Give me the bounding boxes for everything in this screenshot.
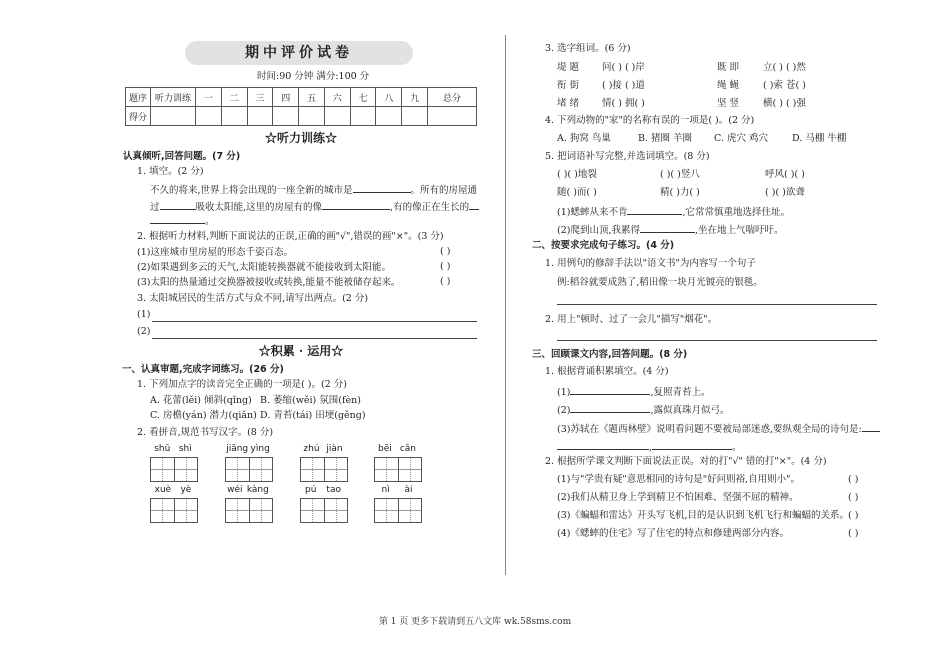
question-title: 2. 用上"顿时、过了一会儿"描写"烟花"。 <box>545 314 718 325</box>
option-c: C. 房檐(yán) 潜力(qiǎn) <box>150 410 257 421</box>
answer-blank[interactable] <box>353 182 411 193</box>
table-cell: 三 <box>247 88 273 107</box>
pinyin-label <box>150 444 196 454</box>
writing-cell[interactable] <box>226 499 250 522</box>
score-cell <box>273 107 299 126</box>
writing-cell[interactable] <box>325 458 348 481</box>
option-d: D. 马棚 牛棚 <box>792 133 847 144</box>
table-cell: 五 <box>299 88 325 107</box>
example-sentence: 例:稻谷就要成熟了,稻田像一块月光镀亮的银毯。 <box>557 277 763 288</box>
pinyin-syllable: wéi <box>227 485 243 495</box>
judge-item: (3)《蝙蝠和雷达》开头写飞机,目的是认识到飞机飞行和蝙蝠的关系。 <box>557 510 849 521</box>
pinyin-syllable: jiāng <box>226 444 249 454</box>
answer-blank[interactable] <box>150 213 205 224</box>
text: (2)爬到山顶,我累得 <box>557 225 640 236</box>
writing-cell[interactable] <box>399 458 422 481</box>
pinyin-label <box>150 485 196 495</box>
writing-cell[interactable] <box>226 458 250 481</box>
idiom-item[interactable]: 随( )而( ) <box>557 187 597 198</box>
table-cell: 八 <box>376 88 402 107</box>
writing-grid[interactable] <box>150 498 198 523</box>
page-footer: 第 1 页 更多下载请到五八文库 wk.58sms.com <box>378 617 572 627</box>
word-choice-item: 衔 街 <box>557 80 580 91</box>
answer-line[interactable] <box>557 304 877 305</box>
answer-label: (1) <box>137 309 151 320</box>
section-title-accumulation: ☆积累 · 运用☆ <box>258 344 344 358</box>
judge-item: (3)太阳的热量通过交换器被接收或转换,能量不能被储存起来。 <box>137 277 401 288</box>
answer-blank[interactable] <box>862 421 880 432</box>
word-choice-item: 堤 题 <box>557 62 580 73</box>
question-title: 2. 根据听力材料,判断下面说法的正误,正确的画"√",错误的画"×"。(3 分) <box>137 231 444 242</box>
table-cell: 二 <box>221 88 247 107</box>
text: ,坐在地上气喘吁吁。 <box>694 225 784 236</box>
pinyin-label <box>300 444 346 454</box>
answer-blank[interactable] <box>570 402 650 413</box>
question-title: 1. 填空。(2 分) <box>137 166 204 177</box>
pinyin-syllable: kàng <box>246 485 269 495</box>
writing-cell[interactable] <box>325 499 348 522</box>
answer-blank[interactable] <box>557 439 649 450</box>
pinyin-syllable: tao <box>326 485 341 495</box>
writing-cell[interactable] <box>175 458 198 481</box>
pinyin-syllable: nì <box>381 485 390 495</box>
fill-sentence <box>557 439 742 455</box>
answer-line[interactable] <box>557 340 877 341</box>
pinyin-syllable: zhú <box>303 444 320 454</box>
judge-item: (2)如果遇到多云的天气,太阳能转换器就不能接收到太阳能。 <box>137 262 391 273</box>
score-cell <box>376 107 402 126</box>
pinyin-syllable: ài <box>404 485 413 495</box>
idiom-item[interactable]: 呼风( )( ) <box>765 169 805 180</box>
answer-parenthesis[interactable]: ( ) <box>848 474 859 485</box>
text: , <box>649 442 653 453</box>
text: ,露似真珠月似弓。 <box>650 405 730 416</box>
writing-cell[interactable] <box>399 499 422 522</box>
writing-cell[interactable] <box>250 499 273 522</box>
score-cell <box>350 107 376 126</box>
pinyin-syllable: xuè <box>154 485 172 495</box>
writing-cell[interactable] <box>151 499 175 522</box>
part-title: 三、回顾课文内容,回答问题。(8 分) <box>532 349 688 360</box>
text: 过 <box>150 202 160 213</box>
text: 不久的将来,世界上将会出现的一座全新的城市是 <box>150 185 353 196</box>
exam-meta: 时间:90 分钟 满分:100 分 <box>257 71 370 82</box>
fill-sentence <box>150 213 215 229</box>
text: 。 <box>205 216 215 227</box>
score-cell <box>247 107 273 126</box>
part-title: 二、按要求完成句子练习。(4 分) <box>532 240 675 251</box>
word-choice-item[interactable]: 立( ) ( )然 <box>763 62 806 73</box>
writing-grid[interactable] <box>300 498 348 523</box>
table-cell: 题序 <box>126 88 151 107</box>
pinyin-label <box>374 485 420 495</box>
fill-sentence <box>557 421 880 437</box>
fill-sentence <box>150 182 477 198</box>
writing-cell[interactable] <box>375 499 399 522</box>
judge-item: (4)《蟋蟀的住宅》写了住宅的特点和修建两部分内容。 <box>557 528 789 539</box>
column-divider <box>505 35 506 575</box>
idiom-item[interactable]: ( )( )竖八 <box>660 169 700 180</box>
pinyin-syllable: shì <box>178 444 192 454</box>
answer-blank[interactable] <box>570 384 650 395</box>
answer-blank[interactable] <box>652 439 732 450</box>
pinyin-syllable: cǎn <box>399 444 416 454</box>
pinyin-syllable: pú <box>305 485 317 495</box>
table-cell: 六 <box>324 88 350 107</box>
score-table <box>125 87 477 126</box>
text: (3)苏轼在《题西林壁》说明看问题不要被局部迷惑,要纵观全局的诗句是: <box>557 424 862 435</box>
question-title: 5. 把词语补写完整,并选词填空。(8 分) <box>545 151 710 162</box>
pinyin-syllable: shū <box>154 444 171 454</box>
part-title: 一、认真审题,完成字词练习。(26 分) <box>122 364 284 375</box>
idiom-item[interactable]: ( )( )欲聋 <box>765 187 805 198</box>
word-choice-item[interactable]: ( )接 ( )道 <box>602 80 645 91</box>
writing-grid[interactable] <box>374 457 422 482</box>
table-cell: 四 <box>273 88 299 107</box>
table-cell: 听力训练 <box>151 88 196 107</box>
writing-grid[interactable] <box>225 457 273 482</box>
score-cell <box>402 107 428 126</box>
writing-cell[interactable] <box>175 499 198 522</box>
word-choice-item[interactable]: 横( ) ( )强 <box>763 98 806 109</box>
pinyin-label <box>225 444 271 454</box>
writing-grid[interactable] <box>300 457 348 482</box>
answer-parenthesis[interactable]: ( ) <box>848 510 859 521</box>
question-title: 2. 看拼音,规范书写汉字。(8 分) <box>137 427 274 438</box>
option-a: A. 花蕾(lěi) 倾斜(qǐng) <box>150 395 252 406</box>
writing-cell[interactable] <box>301 499 325 522</box>
text: ,复照青苔上。 <box>650 387 711 398</box>
text: ,它常常慎重地选择住址。 <box>682 207 790 218</box>
option-a: A. 狗窝 鸟巢 <box>557 133 611 144</box>
text: (2) <box>557 405 571 416</box>
pinyin-label <box>374 444 420 454</box>
fill-sentence <box>557 384 711 400</box>
answer-blank[interactable] <box>627 204 682 215</box>
answer-label: (2) <box>137 326 151 337</box>
pinyin-label <box>225 485 271 495</box>
option-b: B. 萎缩(wěi) 氛围(fèn) <box>260 395 361 406</box>
judge-item: (1)与"学贵有疑"意思相同的诗句是"好问则裕,自用则小"。 <box>557 474 800 485</box>
pinyin-syllable: yè <box>180 485 192 495</box>
question-title: 2. 根据所学课文判断下面说法正误。对的打"√" 错的打"×"。(4 分) <box>545 456 827 467</box>
table-cell: 一 <box>196 88 222 107</box>
question-title: 1. 根据背诵积累填空。(4 分) <box>545 366 669 377</box>
word-choice-item: 堵 绪 <box>557 98 580 109</box>
writing-cell[interactable] <box>151 458 175 481</box>
writing-grid[interactable] <box>374 498 422 523</box>
option-c: C. 虎穴 鸡穴 <box>714 133 768 144</box>
exam-title: 期中评价试卷 <box>185 41 413 65</box>
word-choice-item[interactable]: 情( ) 拥( ) <box>602 98 645 109</box>
word-choice-item[interactable]: ( )索 苍( ) <box>763 80 806 91</box>
score-cell <box>324 107 350 126</box>
answer-parenthesis[interactable]: ( ) <box>440 261 451 272</box>
table-cell: 总分 <box>428 88 477 107</box>
judge-item: (1)这座城市里房屋的形态千姿百态。 <box>137 247 293 258</box>
question-title: 1. 用例句的修辞手法以"语文书"为内容写一个句子 <box>545 258 756 269</box>
score-cell <box>299 107 325 126</box>
score-cell <box>151 107 196 126</box>
score-table-score-row <box>126 107 477 126</box>
text: 吸收太阳能,这里的房屋有的像 <box>195 202 323 213</box>
option-d: D. 青苔(tái) 田埂(gěng) <box>260 410 366 421</box>
text: (1)蟋蟀从来不肯 <box>557 207 628 218</box>
option-b: B. 猪圈 羊圈 <box>638 133 693 144</box>
word-choice-item: 绳 蝇 <box>717 80 740 91</box>
answer-blank[interactable] <box>160 199 196 210</box>
writing-grid[interactable] <box>225 498 273 523</box>
answer-parenthesis[interactable]: ( ) <box>848 492 859 503</box>
judge-item: (2)我们从精卫身上学到精卫不怕困难、坚强不屈的精神。 <box>557 492 799 503</box>
idiom-item[interactable]: 精( )力( ) <box>660 187 700 198</box>
pinyin-syllable: bēi <box>378 444 392 454</box>
score-cell <box>196 107 222 126</box>
pinyin-label <box>300 485 346 495</box>
fill-sentence <box>557 402 730 418</box>
table-cell: 九 <box>402 88 428 107</box>
answer-parenthesis[interactable]: ( ) <box>440 276 451 287</box>
word-choice-item[interactable]: 问( ) ( )岸 <box>602 62 645 73</box>
writing-grid[interactable] <box>150 457 198 482</box>
text: (1) <box>557 387 571 398</box>
idiom-item[interactable]: ( )( )地裂 <box>557 169 597 180</box>
pinyin-syllable: yìng <box>250 444 270 454</box>
fill-sentence <box>557 204 790 220</box>
word-choice-item: 坚 竖 <box>717 98 740 109</box>
question-title: 3. 太阳城居民的生活方式与众不同,请写出两点。(2 分) <box>137 293 369 304</box>
question-title: 1. 下列加点字的读音完全正确的一项是( )。(2 分) <box>137 379 347 390</box>
writing-cell[interactable] <box>250 458 273 481</box>
answer-parenthesis[interactable]: ( ) <box>440 246 451 257</box>
score-cell <box>221 107 247 126</box>
text: 。 <box>732 442 742 453</box>
section-title-listening: ☆听力训练☆ <box>264 131 337 145</box>
question-title: 3. 选字组词。(6 分) <box>545 43 631 54</box>
text: ,有的像正在生长的 <box>390 202 470 213</box>
answer-blank[interactable] <box>322 199 390 210</box>
answer-line[interactable] <box>152 338 477 339</box>
answer-parenthesis[interactable]: ( ) <box>848 528 859 539</box>
writing-cell[interactable] <box>375 458 399 481</box>
score-table-header-row <box>126 88 477 107</box>
table-cell: 得分 <box>126 107 151 126</box>
answer-line[interactable] <box>152 321 477 322</box>
text: 。所有的房屋通 <box>410 185 478 196</box>
writing-cell[interactable] <box>301 458 325 481</box>
answer-blank[interactable] <box>640 222 695 233</box>
fill-sentence <box>557 222 784 238</box>
word-choice-item: 既 即 <box>717 62 740 73</box>
question-title: 4. 下列动物的"家"的名称有误的一项是( )。(2 分) <box>545 115 755 126</box>
answer-blank[interactable] <box>469 199 479 210</box>
table-cell: 七 <box>350 88 376 107</box>
listening-intro: 认真倾听,回答问题。(7 分) <box>123 151 241 162</box>
pinyin-syllable: jiàn <box>326 444 343 454</box>
score-cell <box>428 107 477 126</box>
